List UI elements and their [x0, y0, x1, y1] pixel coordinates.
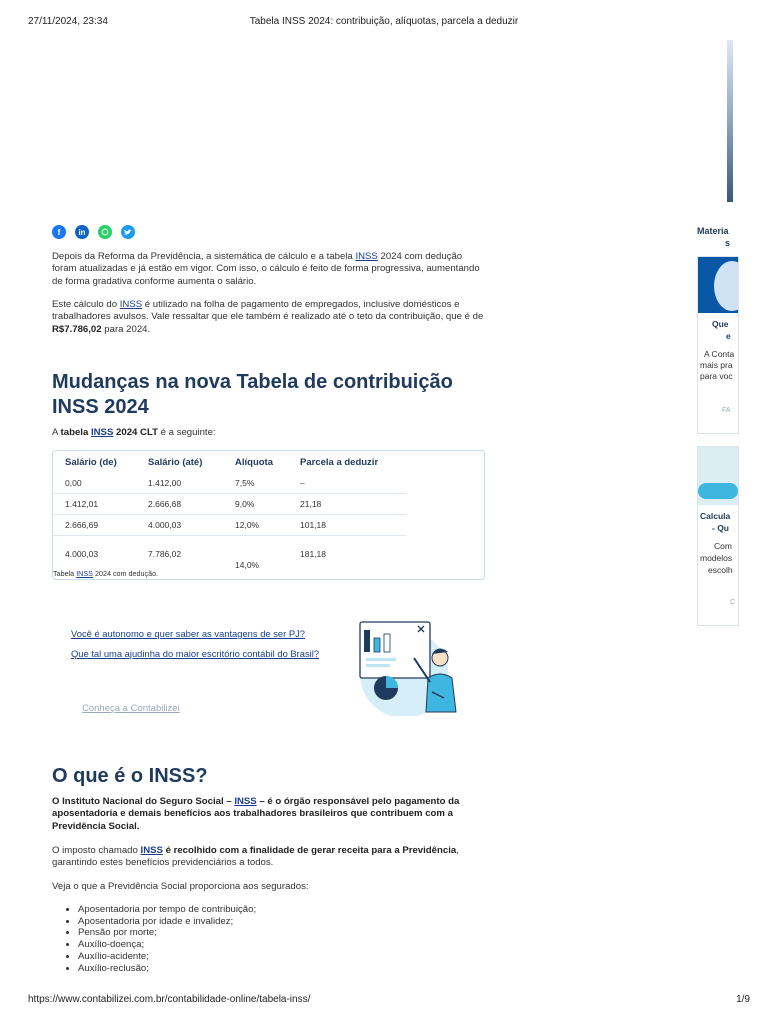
card-thumbnail [698, 257, 738, 313]
card-description: escolh [708, 565, 733, 575]
text: Este cálculo do [52, 299, 120, 310]
table-cell: 2.666,68 [136, 494, 223, 515]
text: é utilizado na folha de pagamento de empregados, inclusive domésticos e trabalhadores avulsos. Vale ressaltar que ele também é realizado até o teto da contribuição, que é de [52, 299, 484, 323]
table-cell: 21,18 [288, 494, 406, 515]
text: é a seguinte: [157, 427, 216, 438]
table-cell: 12,0% [223, 515, 288, 536]
table-cell: 14,0% [235, 560, 260, 570]
card-title: Que [712, 319, 729, 329]
table-cell: 181,18 [300, 549, 326, 559]
text: A [52, 427, 61, 438]
card-meta: FA [722, 407, 731, 414]
text: 2024 com dedução. [92, 569, 159, 578]
list-item: • Aposentadoria por idade e invalidez; [78, 916, 256, 928]
card-description: modelos [700, 553, 733, 563]
inss-link[interactable]: INSS [234, 796, 257, 807]
text: O Instituto Nacional do Seguro Social – [52, 796, 235, 807]
inss-link[interactable]: INSS [140, 845, 163, 856]
inss-definition [52, 796, 484, 833]
inss-table-container [52, 450, 485, 580]
table-cell: 1.412,00 [136, 473, 223, 494]
table-caption [53, 569, 158, 578]
promo-link-pj[interactable]: Você é autonomo e quer saber as vantagens de ser PJ? [71, 628, 306, 639]
sidebar-article-card-2[interactable] [697, 446, 739, 626]
table-cell: 4.000,03 [136, 515, 223, 536]
text: 2024 CLT [113, 427, 158, 438]
card-title: e [726, 331, 731, 341]
sidebar-heading [697, 225, 730, 249]
sidebar-banner [727, 40, 733, 202]
print-footer [28, 994, 750, 1005]
card-thumbnail [698, 447, 738, 505]
print-page-number: 1/9 [736, 994, 750, 1005]
section-heading-inss: O que é o INSS? [52, 765, 208, 787]
list-item: • Auxílio-doença; [78, 939, 256, 951]
card-description: mais pra [700, 360, 733, 370]
list-item: • Pensão por morte; [78, 927, 256, 939]
list-item: • Auxílio-acidente; [78, 951, 256, 963]
sidebar-article-card-1[interactable] [697, 256, 739, 434]
inss-link[interactable]: INSS [90, 427, 114, 438]
table-cell: 2.666,69 [53, 515, 136, 536]
card-title: Calcula [700, 511, 731, 521]
column-header: Salário (de) [65, 456, 117, 468]
list-item: • Auxílio-reclusão; [78, 963, 256, 975]
presentation-illustration-icon [352, 618, 470, 716]
benefits-list [62, 904, 256, 974]
table-cell: 0,00 [53, 473, 136, 494]
text: – é o órgão responsável pelo pagamento da aposentadoria e demais benefícios aos trabalhadores brasileiros que contribuem com a Previdência Social. [52, 796, 460, 832]
table-cell: 9,0% [223, 494, 288, 515]
text: Depois da Reforma da Previdência, a sistemática de cálculo e a tabela [52, 251, 356, 262]
column-header: Parcela a deduzir [300, 456, 379, 468]
text: para 2024. [101, 323, 151, 335]
linkedin-icon[interactable]: in [75, 225, 89, 239]
table-cell: 101,18 [288, 515, 406, 536]
text: s [725, 238, 731, 248]
inss-table [53, 451, 406, 572]
column-header: Alíquota [235, 456, 273, 468]
table-cell: 4.000,03 [65, 549, 99, 559]
text: Tabela [53, 569, 77, 578]
inss-tax-paragraph [52, 845, 484, 870]
inss-link[interactable]: INSS [355, 251, 378, 262]
table-row [53, 494, 406, 515]
share-bar [52, 225, 135, 239]
print-datetime: 27/11/2024, 23:34 [28, 16, 108, 27]
column-header: Salário (até) [148, 456, 203, 468]
inss-link[interactable]: INSS [119, 299, 143, 310]
inss-link[interactable]: INSS [76, 569, 93, 578]
text: Materia [697, 226, 729, 236]
card-description: para voc [700, 371, 733, 381]
twitter-icon[interactable] [121, 225, 135, 239]
whatsapp-icon[interactable] [98, 225, 112, 239]
table-cell: 1.412,01 [53, 494, 136, 515]
card-title: - Qu [712, 523, 729, 533]
text: 2024 com dedução foram atualizadas e já estão em vigor. Com isso, o cálculo é feito de forma progressiva, aumentando de forma gradativa conforme aumenta o salário. [52, 251, 480, 287]
print-page-title: Tabela INSS 2024: contribuição, alíquotas, parcela a deduzir [249, 16, 519, 27]
table-lead [52, 427, 484, 439]
table-cell: 7,5% [223, 473, 288, 494]
conheca-contabilizei-button[interactable]: Conheça a Contabilizei [82, 703, 180, 714]
intro-paragraph-2 [52, 299, 484, 336]
text: tabela [60, 427, 91, 438]
table-cell: – [288, 473, 406, 494]
table-row [53, 536, 406, 573]
promo-link-office[interactable]: Que tal uma ajudinha do maior escritório contábil do Brasil? [71, 647, 320, 659]
table-cell: 7.786,02 [148, 549, 182, 559]
intro-paragraph-1 [52, 251, 484, 288]
table-row [53, 473, 406, 494]
contribution-cap: R$7.786,02 [52, 323, 102, 335]
text: , garantindo estes benefícios previdenciários a todos. [52, 845, 459, 869]
text: O imposto chamado [52, 845, 141, 856]
facebook-icon[interactable]: f [52, 225, 66, 239]
card-description: A Conta [704, 349, 735, 359]
benefits-intro: Veja o que a Previdência Social proporciona aos segurados: [52, 881, 309, 892]
card-description: Com [714, 541, 732, 551]
list-item: • Aposentadoria por tempo de contribuição; [78, 904, 256, 916]
print-url: https://www.contabilizei.com.br/contabilidade-online/tabela-inss/ [28, 994, 311, 1005]
table-row [53, 515, 406, 536]
promo-block [71, 628, 333, 667]
section-heading-tabela: Mudanças na nova Tabela de contribuição INSS 2024 [52, 371, 453, 418]
text: é recolhido com a finalidade de gerar receita para a Previdência [162, 845, 457, 856]
card-meta: C [730, 599, 736, 606]
table-header-row [53, 451, 406, 473]
